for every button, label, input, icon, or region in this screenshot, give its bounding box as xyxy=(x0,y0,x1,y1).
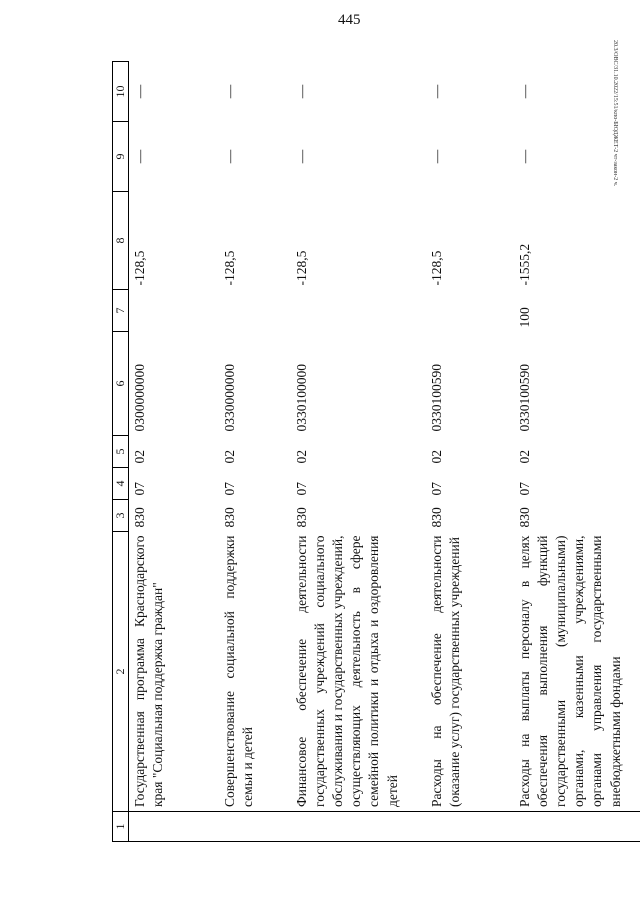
row-name-cell: Государственная программа Краснодарского края "Социальная поддержка граждан" xyxy=(132,535,166,807)
table-body xyxy=(129,62,640,842)
amount-cell: -1555,2 xyxy=(516,243,532,286)
column-header: 6 xyxy=(113,332,129,436)
table-row xyxy=(426,62,514,842)
csr-cell: 0300000000 xyxy=(132,364,147,432)
row-name-cell: Совершенствование социальной поддержки семьи и детей xyxy=(221,535,255,807)
row-number-cell xyxy=(514,812,640,842)
ved-cell: 830 xyxy=(132,507,147,528)
budget-table xyxy=(112,61,640,842)
col9-cell: — xyxy=(293,149,309,164)
table-row xyxy=(291,62,426,842)
row-name-cell: Расходы на обеспечение деятельности (оказание услуг) государственных учреждений xyxy=(428,535,462,807)
column-header: 4 xyxy=(113,468,129,500)
table-header-row xyxy=(113,62,129,842)
amount-cell: -128,5 xyxy=(132,250,147,286)
table-row xyxy=(219,62,291,842)
ved-cell: 830 xyxy=(428,507,444,528)
rz-cell: 07 xyxy=(293,482,309,496)
row-number-cell xyxy=(291,812,426,842)
col10-cell: — xyxy=(132,84,147,99)
table-row xyxy=(514,62,640,842)
col10-cell: — xyxy=(516,84,532,99)
column-header: 10 xyxy=(113,62,129,122)
vr-cell xyxy=(219,290,291,332)
col9-cell: — xyxy=(132,149,147,164)
ved-cell: 830 xyxy=(516,507,532,528)
col10-cell: — xyxy=(221,84,237,99)
csr-cell: 0330100590 xyxy=(516,364,532,432)
rz-cell: 07 xyxy=(221,482,237,496)
column-header: 2 xyxy=(113,532,129,812)
vr-cell xyxy=(129,290,219,332)
csr-cell: 0330100590 xyxy=(428,364,444,432)
pr-cell: 02 xyxy=(516,450,532,464)
table-row xyxy=(129,62,219,842)
col10-cell: — xyxy=(428,84,444,99)
row-number-cell xyxy=(129,812,219,842)
pr-cell: 02 xyxy=(428,450,444,464)
row-name-cell: Финансовое обеспечение деятельности государственных учреждений социального обслуживания и государственных учреждений, осуществляющих деятельность в сфере семейной политики и отдыха и оздоровления детей xyxy=(293,535,400,807)
page-number: 445 xyxy=(338,12,361,28)
col10-cell: — xyxy=(293,84,309,99)
rz-cell: 07 xyxy=(516,482,532,496)
amount-cell: -128,5 xyxy=(221,250,237,286)
rz-cell: 07 xyxy=(132,482,147,496)
column-header: 3 xyxy=(113,500,129,532)
csr-cell: 0330000000 xyxy=(221,364,237,432)
col9-cell: — xyxy=(221,149,237,164)
column-header: 5 xyxy=(113,436,129,468)
pr-cell: 02 xyxy=(293,450,309,464)
rz-cell: 07 xyxy=(428,482,444,496)
row-number-cell xyxy=(426,812,514,842)
col9-cell: — xyxy=(516,149,532,164)
row-name-cell: Расходы на выплаты персоналу в целях обеспечения выполнения функций государственными (муниципальными) органами, казенными учреждениями, органами управления государственными внебюджетными фондами xyxy=(516,535,623,807)
amount-cell: -128,5 xyxy=(293,250,309,286)
column-header: 9 xyxy=(113,122,129,192)
vr-cell xyxy=(426,290,514,332)
column-header: 7 xyxy=(113,290,129,332)
pr-cell: 02 xyxy=(132,450,147,464)
vr-cell: 100 xyxy=(516,307,532,328)
pr-cell: 02 xyxy=(221,450,237,464)
col9-cell: — xyxy=(428,149,444,164)
amount-cell: -128,5 xyxy=(428,250,444,286)
ved-cell: 830 xyxy=(293,507,309,528)
vr-cell xyxy=(291,290,426,332)
document-footer-code: 20.3/ОВС/31.10.2022/15:51/кпо-БЮДЖЕТ-2 чт-закон-2 ч. xyxy=(612,40,618,187)
csr-cell: 0330100000 xyxy=(293,364,309,432)
column-header: 1 xyxy=(113,812,129,842)
row-number-cell xyxy=(219,812,291,842)
column-header: 8 xyxy=(113,192,129,290)
ved-cell: 830 xyxy=(221,507,237,528)
